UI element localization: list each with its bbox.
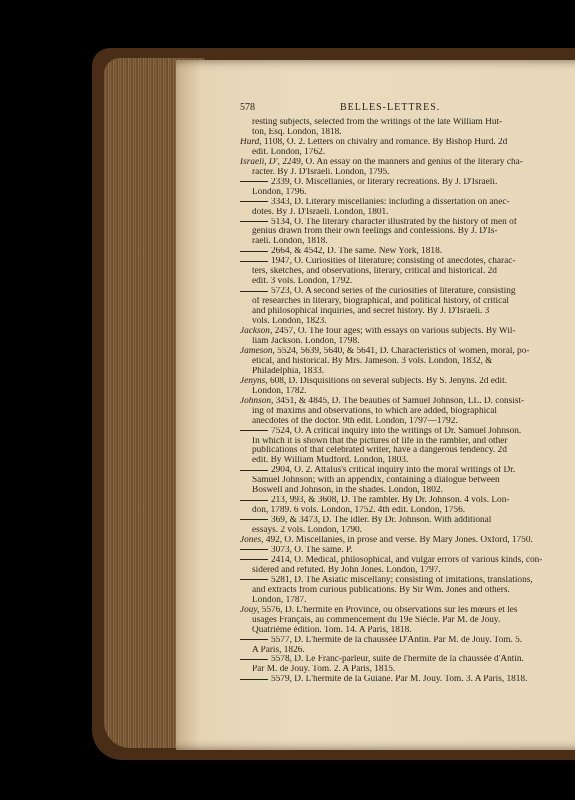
entry-text: 3343, D. Literary miscellanies: including a dissertation on anec- <box>271 197 510 207</box>
ditto-dash <box>240 579 268 580</box>
text-line <box>240 606 574 616</box>
text-line <box>240 347 574 357</box>
entry-author: Jameson, <box>240 346 275 356</box>
text-line <box>240 566 574 576</box>
entry-text: liam Jackson. London, 1798. <box>252 336 360 346</box>
entry-text: London, 1787. <box>252 595 307 605</box>
entry-text: 1108, O. 2. Letters on chivalry and romance. By Bishop Hurd. 2d <box>261 137 508 147</box>
entry-text: resting subjects, selected from the writings of the late William Hut- <box>252 118 503 127</box>
entry-text: In which it is shown that the pictures of life in the rambler, and other <box>252 436 508 446</box>
text-line <box>240 367 574 377</box>
text-line <box>240 178 574 188</box>
entry-author: Jenyns, <box>240 376 268 386</box>
text-line <box>240 387 574 397</box>
text-line <box>240 337 574 347</box>
entry-text: 2414, O. Medical, philosophical, and vulgar errors of various kinds, con- <box>271 555 543 565</box>
running-head: BELLES-LETTRES. <box>340 102 441 113</box>
entry-text: 2457, O. The four ages; with essays on various subjects. By Wil- <box>272 327 516 337</box>
entry-text: usages Français, au commencement du 19e Siècle. Par M. de Jouy. <box>252 615 501 625</box>
text-line <box>240 307 574 317</box>
entry-text: 5723, O. A second series of the curiosities of literature, consisting <box>271 287 516 297</box>
text-line <box>240 168 574 178</box>
ditto-dash <box>240 679 268 680</box>
entry-text: etical, and historical. By Mrs. Jameson. 3 vols. London, 1832, & <box>252 356 493 366</box>
text-line <box>240 407 574 417</box>
entry-text: 608, D. Disquisitions on several subjects. By S. Jenyns. 2d edit. <box>267 376 508 386</box>
entry-author: Israeli, D', <box>240 157 280 167</box>
ditto-dash <box>240 291 268 292</box>
entry-text: 2249, O. An essay on the manners and genius of the literary cha- <box>279 157 523 167</box>
text-line <box>240 128 574 138</box>
entry-author: Johnson, <box>240 396 274 406</box>
text-line <box>240 247 574 257</box>
text-line <box>240 267 574 277</box>
entry-text: raeli. London, 1818. <box>252 237 328 247</box>
ditto-dash <box>240 500 268 501</box>
entry-text: don, 1789. 6 vols. London, 1752. 4th edit. London, 1756. <box>252 506 466 516</box>
ditto-dash <box>240 549 268 550</box>
text-line <box>240 198 574 208</box>
entry-text: 3073, O. The same. P. <box>271 545 353 555</box>
text-line <box>240 526 574 536</box>
ditto-dash <box>240 519 268 520</box>
text-line <box>240 556 574 566</box>
entry-author: Jouy, <box>240 605 260 615</box>
entry-text: 3451, & 4845, D. The beauties of Samuel Johnson, LL. D. consist- <box>273 396 525 406</box>
text-line <box>240 626 574 636</box>
entry-text: 369, & 3473, D. The idler. By Dr. Johnson. With additional <box>271 516 492 526</box>
ditto-dash <box>240 470 268 471</box>
ditto-dash <box>240 659 268 660</box>
ditto-dash <box>240 221 268 222</box>
text-line <box>240 665 574 675</box>
entry-text: 5578, D. Le Franc-parleur, suite de l'hermite de la chaussée d'Antin. <box>271 655 524 665</box>
entry-text: and philosophical inquiries, and secret history. By J. D'Israeli. 3 <box>252 307 490 317</box>
text-line <box>240 596 574 606</box>
text-line <box>240 158 574 168</box>
entry-text: 5524, 5639, 5640, & 5641, D. Characteristics of women, moral, po- <box>274 346 530 356</box>
entry-text: genius drawn from their own feelings and confessions. By J. D'Is- <box>252 227 498 237</box>
page-text <box>240 118 574 685</box>
entry-text: ters, sketches, and observations, literary, critical and historical. 2d <box>252 267 497 277</box>
entry-text: 5281, D. The Asiatic miscellany; consisting of imitations, translations, <box>271 575 533 585</box>
entry-text: ing of maxims and observations, to which are added, biographical <box>252 406 498 416</box>
text-line <box>240 446 574 456</box>
ditto-dash <box>240 559 268 560</box>
entry-text: Samuel Johnson; with an appendix, containing a dialogue between <box>252 476 500 486</box>
text-line <box>240 496 574 506</box>
text-line <box>240 486 574 496</box>
entry-text: publications of that celebrated writer, have a dangerous tendency. 2d <box>252 446 507 456</box>
entry-text: Boswell and Johnson, in the shades. London, 1802. <box>252 486 443 496</box>
entry-text: edit. By William Mudford. London, 1803. <box>252 456 409 466</box>
text-line <box>240 327 574 337</box>
text-line <box>240 287 574 297</box>
text-line <box>240 208 574 218</box>
text-line <box>240 257 574 267</box>
text-line <box>240 357 574 367</box>
text-line <box>240 536 574 546</box>
ditto-dash <box>240 251 268 252</box>
entry-text: Par M. de Jouy. Tom. 2. A Paris, 1815. <box>252 665 396 675</box>
text-line <box>240 277 574 287</box>
entry-text: 2339, O. Miscellanies, or literary recreations. By J. D'Israeli. <box>271 177 498 187</box>
text-line <box>240 616 574 626</box>
entry-text: London, 1796. <box>252 187 307 197</box>
entry-text: edit. London, 1762. <box>252 147 326 157</box>
entry-text: 213, 993, & 3608, D. The rambler. By Dr. Johnson. 4 vols. Lon- <box>271 496 510 506</box>
ditto-dash <box>240 639 268 640</box>
entry-text: A Paris, 1826. <box>252 645 305 655</box>
text-line <box>240 148 574 158</box>
text-line <box>240 476 574 486</box>
entry-text: dotes. By J. D'Israeli. London, 1801. <box>252 207 389 217</box>
entry-text: vols. London, 1823. <box>252 317 327 327</box>
entry-text: Philadelphia, 1833. <box>252 366 325 376</box>
text-line <box>240 297 574 307</box>
text-line <box>240 317 574 327</box>
entry-text: 5134, O. The literary character illustrated by the history of men of <box>271 217 517 227</box>
text-line <box>240 456 574 466</box>
entry-author: Jackson, <box>240 327 273 337</box>
text-line <box>240 576 574 586</box>
text-line <box>240 586 574 596</box>
entry-author: Hurd, <box>240 137 262 147</box>
text-line <box>240 506 574 516</box>
text-line <box>240 218 574 228</box>
page-number: 578 <box>240 102 255 113</box>
text-line <box>240 188 574 198</box>
entry-text: and extracts from curious publications. By Sir Wm. Jones and others. <box>252 585 510 595</box>
text-line <box>240 646 574 656</box>
text-line <box>240 427 574 437</box>
entry-text: anecdotes of the doctor. 9th edit. London, 1797—1792. <box>252 416 458 426</box>
entry-text: London, 1782. <box>252 386 307 396</box>
text-line <box>240 397 574 407</box>
text-line <box>240 138 574 148</box>
entry-text: 1947, O. Curiosities of literature; consisting of anecdotes, charac- <box>271 257 516 267</box>
entry-text: 5576, D. L'hermite en Province, ou observations sur les mœurs et les <box>259 605 518 615</box>
text-line <box>240 237 574 247</box>
entry-text: of researches in literary, biographical, and political history, of critical <box>252 297 509 307</box>
ditto-dash <box>240 430 268 431</box>
entry-text: 2904, O. 2. Attalus's critical inquiry into the moral writings of Dr. <box>271 466 516 476</box>
text-line <box>240 437 574 447</box>
entry-text: edit. 3 vols. London, 1792. <box>252 277 353 287</box>
entry-text: racter. By J. D'Israeli. London, 1795. <box>252 167 390 177</box>
entry-text: 5579, D. L'hermite de la Guiane. Par M. Jouy. Tom. 3. A Paris, 1818. <box>271 675 528 685</box>
ditto-dash <box>240 201 268 202</box>
text-line <box>240 118 574 128</box>
entry-text: essays. 2 vols. London, 1790. <box>252 526 363 536</box>
text-line <box>240 546 574 556</box>
text-line <box>240 466 574 476</box>
entry-text: 5577, D. L'hermite de la chaussée D'Antin. Par M. de Jouy. Tom. 5. <box>271 635 523 645</box>
entry-text: sidered and refuted. By John Jones. London, 1797. <box>252 565 441 575</box>
text-line <box>240 655 574 665</box>
entry-text: 492, O. Miscellanies, in prose and verse. By Mary Jones. Oxford, 1750. <box>263 536 533 546</box>
text-line <box>240 377 574 387</box>
text-line <box>240 227 574 237</box>
ditto-dash <box>240 181 268 182</box>
text-line <box>240 636 574 646</box>
entry-text: 2664, & 4542, D. The same. New York, 1818. <box>271 247 443 257</box>
ditto-dash <box>240 261 268 262</box>
text-line <box>240 516 574 526</box>
entry-text: 7524, O. A critical inquiry into the writings of Dr. Samuel Johnson. <box>271 426 522 436</box>
entry-author: Jones, <box>240 536 264 546</box>
entry-text: ton, Esq. London, 1818. <box>252 127 342 137</box>
entry-text: Quatrième édition. Tom. 14. A Paris, 1818. <box>252 625 412 635</box>
text-line <box>240 675 574 685</box>
text-line <box>240 417 574 427</box>
